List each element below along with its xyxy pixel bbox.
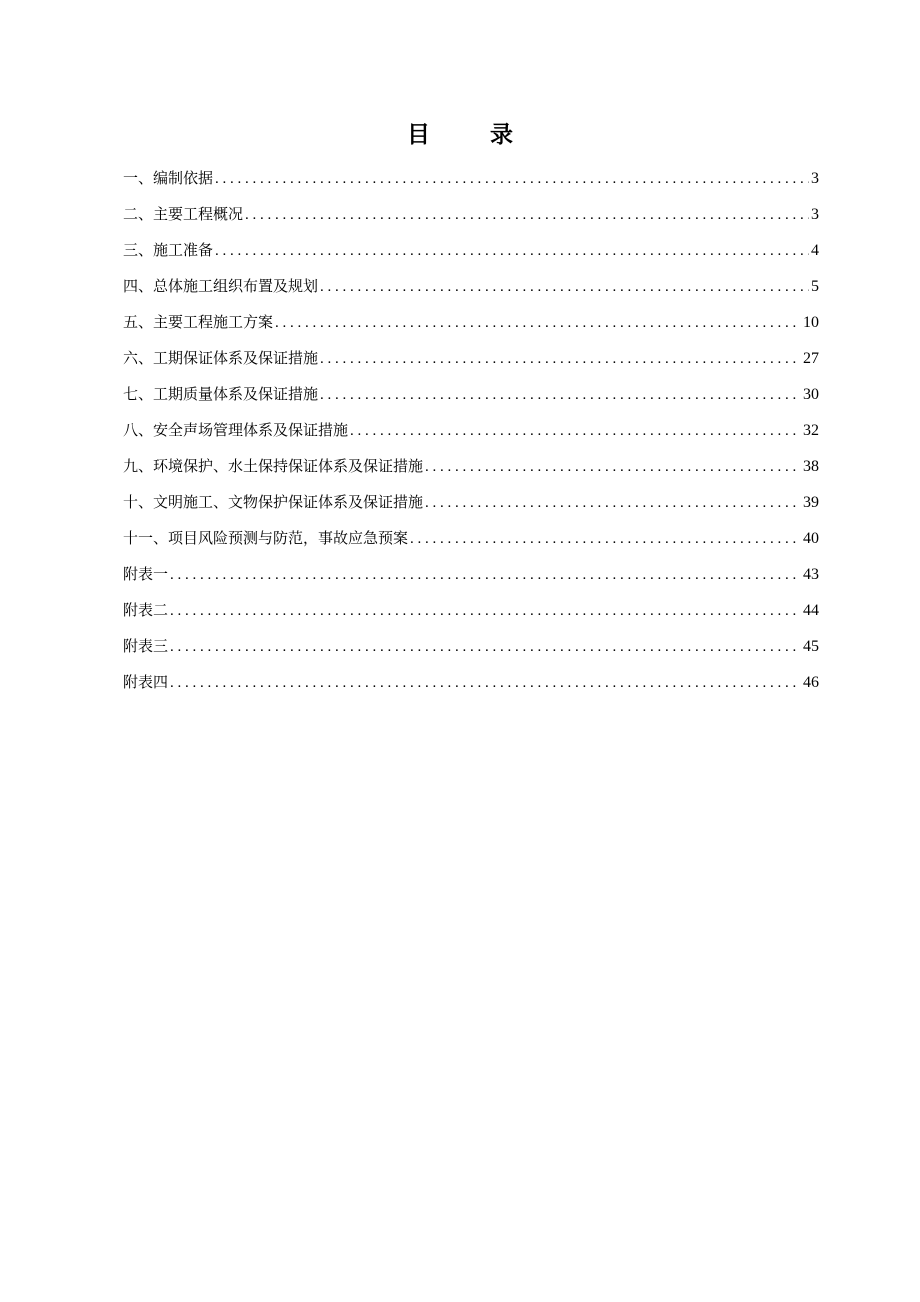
toc-entry[interactable] [123, 340, 819, 376]
toc-entry-page: 30 [803, 386, 819, 403]
toc-entry-page: 40 [803, 530, 819, 547]
toc-entry[interactable] [123, 304, 819, 340]
toc-entry-label: 四、总体施工组织布置及规划 [123, 277, 319, 295]
toc-leader-dots [215, 161, 809, 197]
toc-leader-dots [320, 341, 801, 377]
toc-leader-dots [320, 377, 801, 413]
toc-entry-label: 三、施工准备 [123, 241, 214, 259]
toc-entry-page: 44 [803, 602, 819, 619]
toc-entry-label: 十一、项目风险预测与防范，事故应急预案 [123, 529, 409, 547]
toc-entry-page: 27 [803, 350, 819, 367]
toc-entry[interactable] [123, 160, 819, 196]
toc-list [123, 160, 819, 700]
toc-entry-page: 32 [803, 422, 819, 439]
toc-entry-page: 39 [803, 494, 819, 511]
toc-entry-label: 九、环境保护、水土保持保证体系及保证措施 [123, 457, 424, 475]
toc-entry[interactable] [123, 196, 819, 232]
toc-entry-page: 3 [811, 206, 819, 223]
toc-entry[interactable] [123, 592, 819, 628]
toc-entry[interactable] [123, 376, 819, 412]
toc-leader-dots [170, 593, 801, 629]
toc-entry[interactable] [123, 664, 819, 700]
toc-leader-dots [425, 485, 801, 521]
toc-entry[interactable] [123, 628, 819, 664]
toc-leader-dots [245, 197, 809, 233]
toc-entry-label: 一、编制依据 [123, 169, 214, 187]
toc-entry-label: 十、文明施工、文物保护保证体系及保证措施 [123, 493, 424, 511]
toc-entry[interactable] [123, 448, 819, 484]
toc-leader-dots [425, 449, 801, 485]
toc-entry[interactable] [123, 520, 819, 556]
toc-leader-dots [215, 233, 809, 269]
toc-entry-page: 4 [811, 242, 819, 259]
toc-entry-label: 附表四 [123, 673, 169, 691]
toc-entry[interactable] [123, 556, 819, 592]
toc-leader-dots [350, 413, 801, 449]
toc-entry-label: 附表三 [123, 637, 169, 655]
toc-leader-dots [320, 269, 809, 305]
toc-entry-page: 38 [803, 458, 819, 475]
toc-entry[interactable] [123, 268, 819, 304]
toc-title-right: 录 [490, 121, 513, 148]
toc-entry-label: 七、工期质量体系及保证措施 [123, 385, 319, 403]
toc-entry-page: 43 [803, 566, 819, 583]
toc-entry[interactable] [123, 232, 819, 268]
toc-title-left: 目 [407, 121, 430, 148]
toc-leader-dots [410, 521, 801, 557]
toc-entry-label: 八、安全声场管理体系及保证措施 [123, 421, 349, 439]
toc-entry-label: 二、主要工程概况 [123, 205, 244, 223]
toc-entry-page: 46 [803, 674, 819, 691]
toc-leader-dots [170, 557, 801, 593]
toc-entry-label: 附表二 [123, 601, 169, 619]
toc-entry[interactable] [123, 484, 819, 520]
toc-entry-page: 5 [811, 278, 819, 295]
toc-entry[interactable] [123, 412, 819, 448]
toc-entry-label: 五、主要工程施工方案 [123, 313, 274, 331]
toc-entry-page: 10 [803, 314, 819, 331]
toc-leader-dots [275, 305, 801, 341]
toc-entry-page: 45 [803, 638, 819, 655]
toc-entry-label: 六、工期保证体系及保证措施 [123, 349, 319, 367]
toc-entry-page: 3 [811, 170, 819, 187]
toc-title [0, 116, 920, 149]
toc-leader-dots [170, 665, 801, 701]
toc-entry-label: 附表一 [123, 565, 169, 583]
toc-leader-dots [170, 629, 801, 665]
